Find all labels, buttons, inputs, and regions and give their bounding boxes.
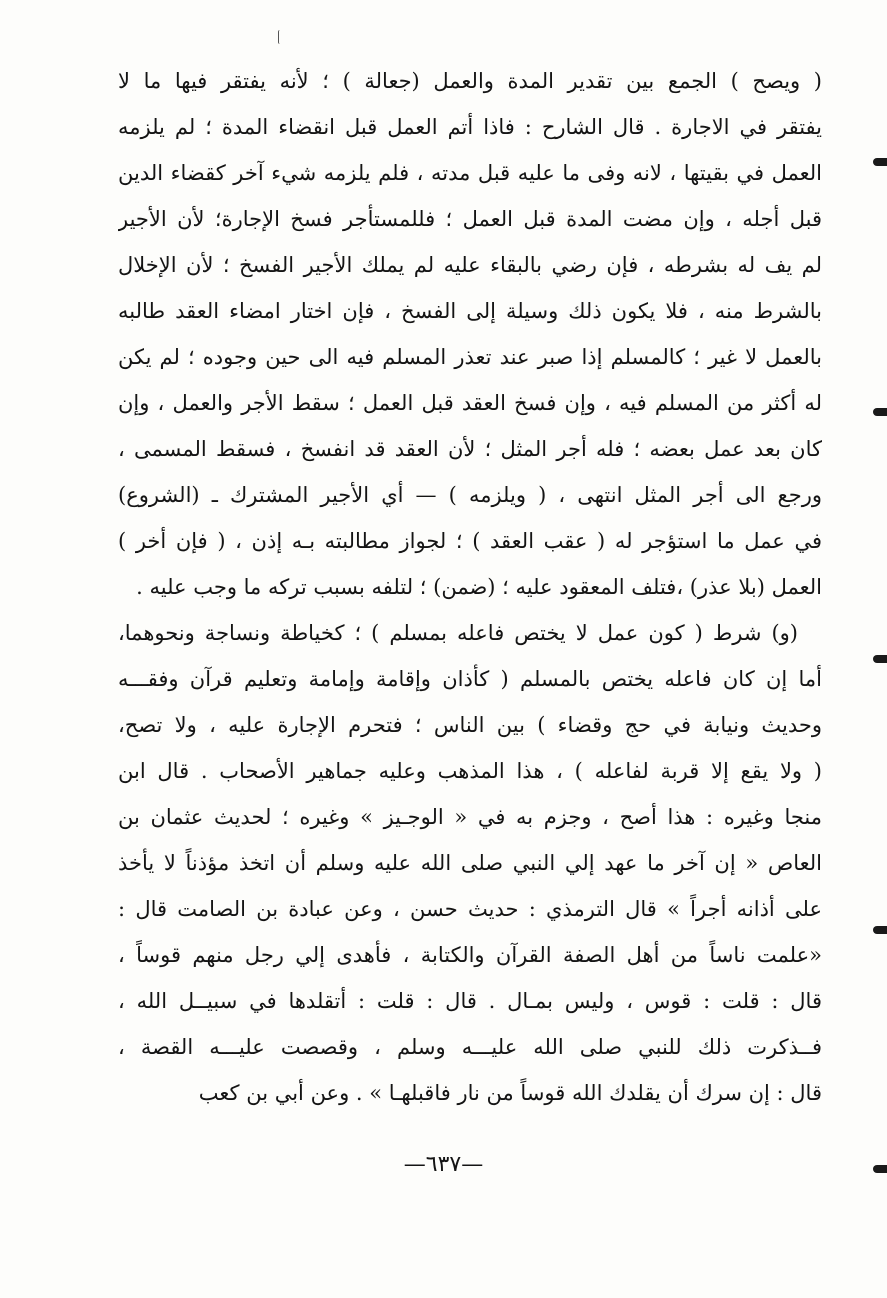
- text-line: ( ولا يقع إلا قربة لفاعله ) ، هذا المذهب وعليه جماهير الأصحاب . قال ابن: [118, 759, 822, 783]
- text-line: له أكثر من المسلم فيه ، وإن فسخ العقد قبل العمل ؛ سقط الأجر والعمل ، وإن: [118, 391, 822, 415]
- margin-binding-mark: [873, 408, 887, 416]
- text-line: في عمل ما استؤجر له ( عقب العقد ) ؛ لجواز مطالبته بـه إذن ، ( فإن أخر ): [118, 529, 822, 553]
- text-line: ( ويصح ) الجمع بين تقدير المدة والعمل (جعالة ) ؛ لأنه يفتقر فيها ما لا: [118, 69, 822, 93]
- text-line: قال : قلت : قوس ، وليس بمـال . قال : قلت : أتقلدها في سبيــل الله ،: [118, 989, 822, 1013]
- text-line: على أذانه أجراً » قال الترمذي : حديث حسن ، وعن عبادة بن الصامت قال :: [118, 897, 822, 921]
- text-line: أما إن كان فاعله يختص بالمسلم ( كأذان وإقامة وإمامة وتعليم قرآن وفقـــه: [118, 667, 822, 691]
- text-line: ورجع الى أجر المثل انتهى ، ( ويلزمه ) — أي الأجير المشترك ـ (الشروع): [118, 483, 822, 507]
- margin-binding-mark: [873, 158, 887, 166]
- text-line: منجا وغيره : هذا أصح ، وجزم به في « الوجـيز » وغيره ؛ لحديث عثمان بن: [118, 805, 822, 829]
- margin-binding-mark: [873, 1165, 887, 1173]
- stray-pen-mark: [278, 30, 282, 44]
- text-line: العاص « إن آخر ما عهد إلي النبي صلى الله عليه وسلم أن اتخذ مؤذناً لا يأخذ: [118, 851, 822, 875]
- text-line: بالشرط منه ، فلا يكون ذلك وسيلة إلى الفسخ ، فإن اختار امضاء العقد طالبه: [118, 299, 822, 323]
- body-text: [118, 58, 822, 1116]
- text-line: «علمت ناساً من أهل الصفة القرآن والكتابة ، فأهدى إلي رجل منهم قوساً ،: [118, 943, 822, 967]
- page-number: —٦٣٧—: [403, 1152, 484, 1177]
- text-line: فــذكرت ذلك للنبي صلى الله عليـــه وسلم ، وقصصت عليـــه القصة ،: [118, 1035, 822, 1059]
- text-line: قال : إن سرك أن يقلدك الله قوساً من نار فاقبلهـا » . وعن أبي بن كعب: [198, 1081, 822, 1105]
- text-line: العمل في بقيتها ، لانه وفى ما عليه قبل مدته ، فلم يلزمه شيء آخر كقضاء الدين: [118, 161, 822, 185]
- margin-binding-mark: [873, 926, 887, 934]
- text-line: قبل أجله ، وإن مضت المدة قبل العمل ؛ فللمستأجر فسخ الإجارة؛ لأن الأجير: [118, 207, 822, 231]
- text-line: بالعمل لا غير ؛ كالمسلم إذا صبر عند تعذر المسلم فيه الى حين وجوده ؛ لم يكن: [118, 345, 822, 369]
- text-line: كان بعد عمل بعضه ؛ فله أجر المثل ؛ لأن العقد قد انفسخ ، فسقط المسمى ،: [118, 437, 822, 461]
- text-line: وحديث ونيابة في حج وقضاء ) بين الناس ؛ فتحرم الإجارة عليه ، ولا تصح،: [118, 713, 822, 737]
- text-line: (و) شرط ( كون عمل لا يختص فاعله بمسلم ) ؛ كخياطة ونساجة ونحوهما،: [118, 621, 798, 645]
- text-line: العمل (بلا عذر) ،فتلف المعقود عليه ؛ (ضمن) ؛ لتلفه بسبب تركه ما وجب عليه .: [136, 575, 822, 599]
- text-line: يفتقر في الاجارة . قال الشارح : فاذا أتم العمل قبل انقضاء المدة ؛ لم يلزمه: [118, 115, 822, 139]
- margin-binding-mark: [873, 655, 887, 663]
- text-line: لم يف له بشرطه ، فإن رضي بالبقاء عليه لم يملك الأجير الفسخ ؛ لأن الإخلال: [118, 253, 822, 277]
